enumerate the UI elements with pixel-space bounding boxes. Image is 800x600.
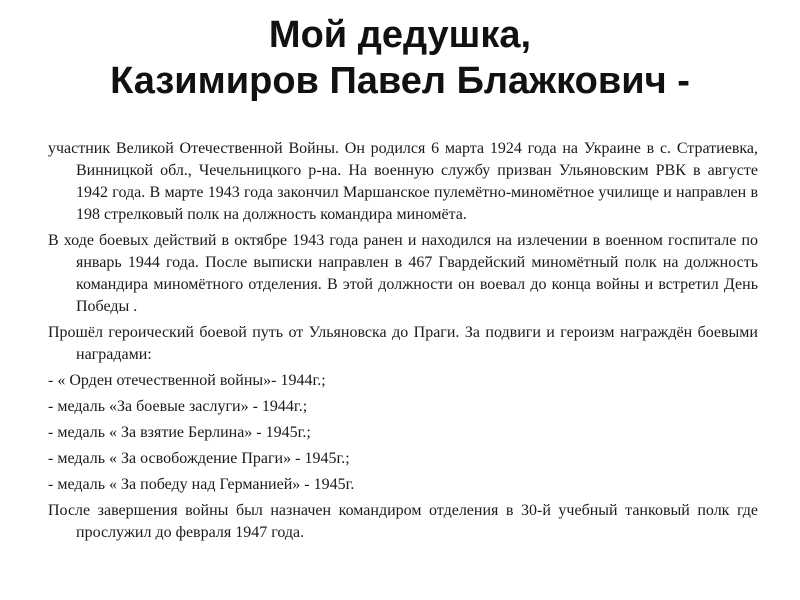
paragraph-service-start: участник Великой Отечественной Войны. Он родился 6 марта 1924 года на Украине в с. Стратиевка, Винницкой обл., Чечельницкого р-на. На военную службу призван Ульяновским РВК в августе 1942 года. В марте 1943 года закончил Маршанское пулемётно-миномётное училище и направлен в 198 стрелковый полк на должность командира миномёта. bbox=[48, 140, 758, 223]
paragraph-wounded: В ходе боевых действий в октябре 1943 года ранен и находился на излечении в военном госпитале по январь 1944 года. После выписки направлен в 467 Гвардейский миномётный полк на должность командира миномётного отделения. В этой должности он воевал до конца войны и встретил День Победы . bbox=[48, 232, 758, 315]
paragraph-awards-intro: Прошёл героический боевой путь от Ульяновска до Праги. За подвиги и героизм награждён боевыми наградами: bbox=[48, 324, 758, 363]
paragraph-after-war: После завершения войны был назначен командиром отделения в 30-й учебный танковый полк где прослужил до февраля 1947 года. bbox=[48, 502, 758, 541]
award-item: - медаль « За освобождение Праги» - 1945г.; bbox=[48, 450, 350, 467]
award-item: - медаль « За взятие Берлина» - 1945г.; bbox=[48, 424, 311, 441]
title-line-1: Мой дедушка, bbox=[268, 14, 532, 56]
page-title bbox=[0, 12, 800, 104]
title-line-2: Казимиров Павел Блажкович - bbox=[110, 60, 690, 102]
award-item: - « Орден отечественной войны»- 1944г.; bbox=[48, 372, 326, 389]
award-item: - медаль «За боевые заслуги» - 1944г.; bbox=[48, 398, 308, 415]
award-item: - медаль « За победу над Германией» - 1945г. bbox=[48, 476, 355, 493]
biography-text bbox=[48, 138, 758, 548]
